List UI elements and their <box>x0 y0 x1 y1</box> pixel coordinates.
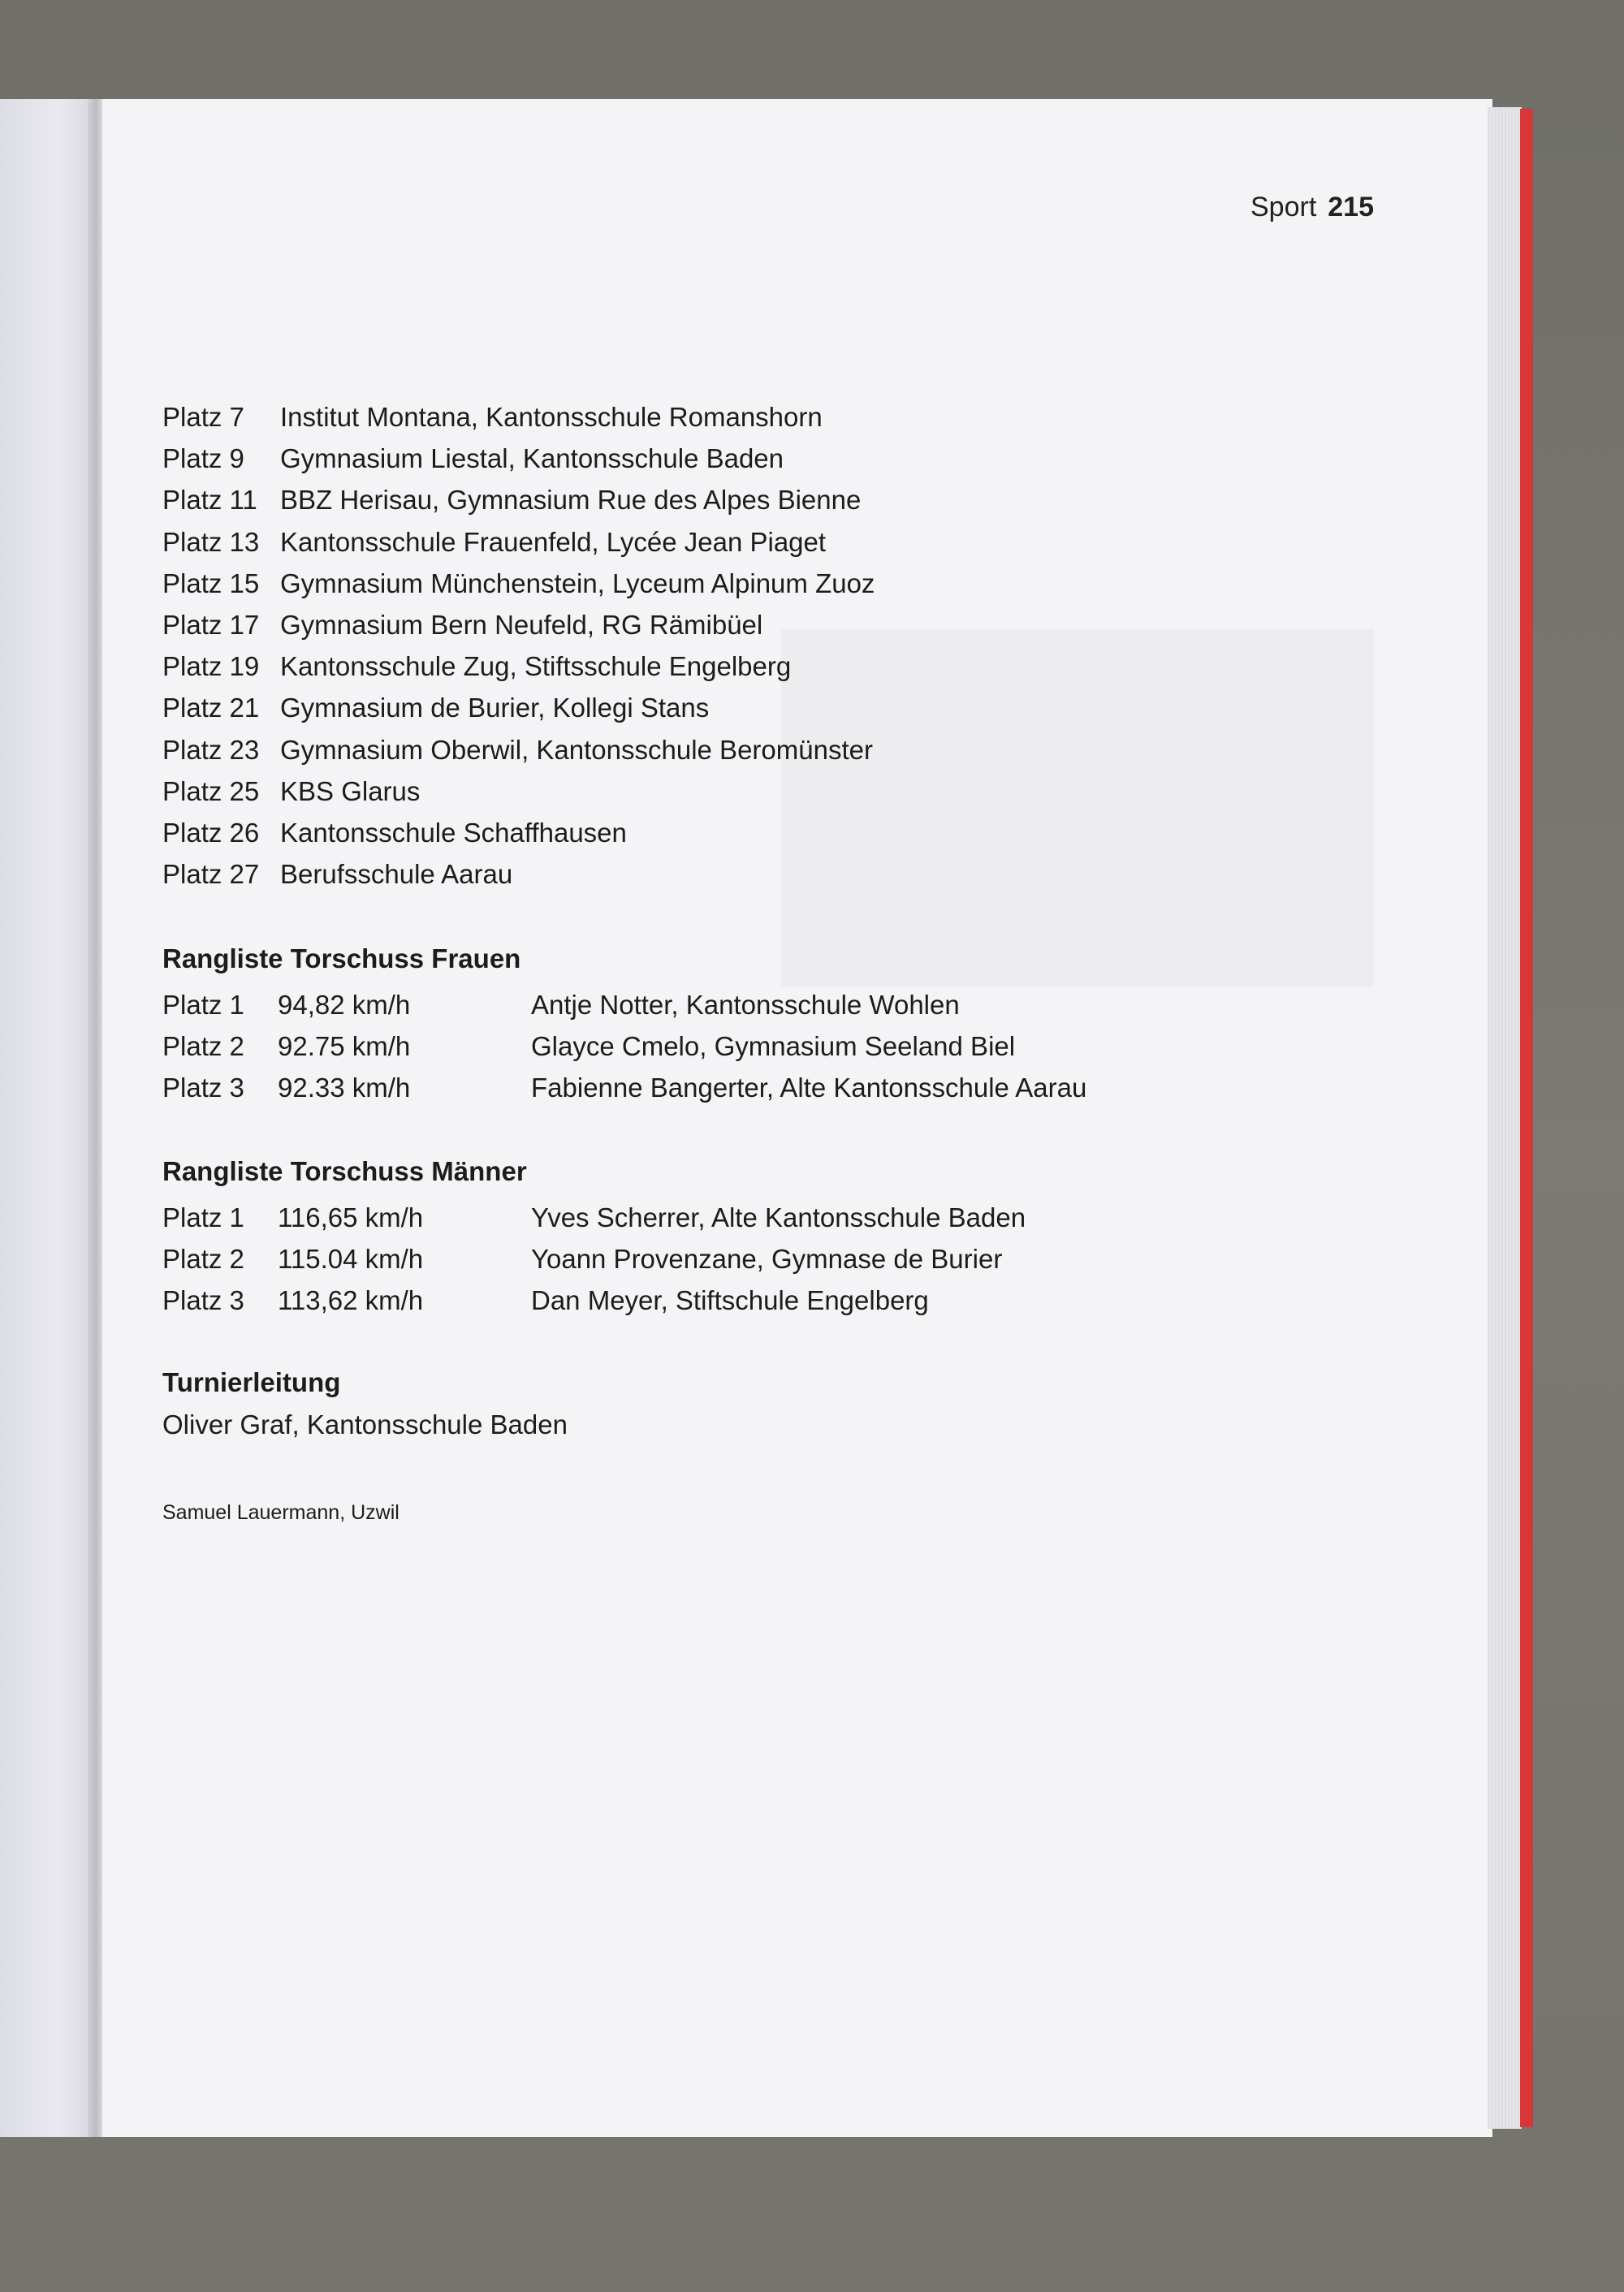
ranking-women-title: Rangliste Torschuss Frauen <box>162 943 521 973</box>
section-title: Sport <box>1250 192 1317 222</box>
list-item <box>162 853 875 895</box>
athlete-name: Fabienne Bangerter, Alte Kantonsschule Aarau <box>531 1073 1087 1103</box>
table-row <box>162 1067 1086 1108</box>
list-item <box>162 438 875 479</box>
place-label: Platz 17 <box>162 609 260 640</box>
place-label: Platz 23 <box>162 734 260 765</box>
table-row <box>162 1025 1086 1067</box>
athlete-name: Antje Notter, Kantonsschule Wohlen <box>531 990 960 1020</box>
place-label: Platz 15 <box>162 568 260 598</box>
tournament-lead-name: Oliver Graf, Kantonsschule Baden <box>162 1409 568 1440</box>
page-number: 215 <box>1328 192 1374 222</box>
place-label: Platz 19 <box>162 651 260 682</box>
list-item <box>162 645 875 687</box>
place-label: Platz 26 <box>162 817 260 848</box>
ranking-men-title: Rangliste Torschuss Männer <box>162 1156 527 1186</box>
list-item <box>162 604 875 645</box>
school-names: KBS Glarus <box>280 775 421 806</box>
school-names: Gymnasium Bern Neufeld, RG Rämibüel <box>280 609 763 640</box>
school-names: Gymnasium Liestal, Kantonsschule Baden <box>280 443 784 474</box>
school-names: Gymnasium Münchenstein, Lyceum Alpinum Zuoz <box>280 568 875 598</box>
shot-speed: 113,62 km/h <box>278 1285 424 1316</box>
place-label: Platz 2 <box>162 1244 244 1275</box>
school-names: Gymnasium de Burier, Kollegi Stans <box>280 693 710 723</box>
athlete-name: Glayce Cmelo, Gymnasium Seeland Biel <box>531 1031 1016 1062</box>
list-item <box>162 770 875 812</box>
place-label: Platz 27 <box>162 859 260 890</box>
shot-speed: 92.75 km/h <box>278 1031 411 1062</box>
page-stack-edge <box>1488 107 1522 2129</box>
athlete-name: Yoann Provenzane, Gymnase de Burier <box>531 1244 1003 1275</box>
school-names: Kantonsschule Schaffhausen <box>280 817 627 848</box>
school-names: Gymnasium Oberwil, Kantonsschule Beromünster <box>280 734 873 765</box>
place-label: Platz 7 <box>162 402 244 432</box>
shot-speed: 115.04 km/h <box>278 1244 424 1275</box>
list-item <box>162 687 875 728</box>
shot-speed: 116,65 km/h <box>278 1202 424 1232</box>
table-row <box>162 1280 1026 1321</box>
school-names: Kantonsschule Frauenfeld, Lycée Jean Piaget <box>280 526 827 557</box>
list-item <box>162 729 875 770</box>
school-names: Kantonsschule Zug, Stiftsschule Engelberg <box>280 651 792 682</box>
school-names: Institut Montana, Kantonsschule Romanshorn <box>280 402 823 432</box>
table-row <box>162 1197 1026 1238</box>
shot-speed: 92.33 km/h <box>278 1073 411 1103</box>
red-cover-edge <box>1520 109 1533 2127</box>
list-item <box>162 563 875 604</box>
place-label: Platz 21 <box>162 693 260 723</box>
table-row <box>162 984 1086 1025</box>
athlete-name: Dan Meyer, Stiftschule Engelberg <box>531 1285 929 1316</box>
ranking-men-list <box>162 1197 1026 1322</box>
list-item <box>162 479 875 520</box>
running-header <box>1250 192 1374 223</box>
shot-speed: 94,82 km/h <box>278 990 411 1020</box>
school-names: Berufsschule Aarau <box>280 859 513 890</box>
place-label: Platz 1 <box>162 1202 244 1232</box>
school-names: BBZ Herisau, Gymnasium Rue des Alpes Bienne <box>280 485 862 516</box>
ranking-women-list <box>162 984 1086 1109</box>
place-label: Platz 2 <box>162 1031 244 1062</box>
list-item <box>162 396 875 438</box>
place-label: Platz 11 <box>162 485 257 516</box>
place-label: Platz 1 <box>162 990 244 1020</box>
place-label: Platz 3 <box>162 1073 244 1103</box>
place-label: Platz 25 <box>162 775 260 806</box>
placement-list <box>162 396 875 895</box>
place-label: Platz 9 <box>162 443 244 474</box>
place-label: Platz 3 <box>162 1285 244 1316</box>
author-credit: Samuel Lauermann, Uzwil <box>162 1501 400 1524</box>
table-row <box>162 1238 1026 1280</box>
place-label: Platz 13 <box>162 526 260 557</box>
left-page-edge <box>0 99 97 2137</box>
list-item <box>162 521 875 563</box>
tournament-lead-title: Turnierleitung <box>162 1367 341 1397</box>
athlete-name: Yves Scherrer, Alte Kantonsschule Baden <box>531 1202 1026 1232</box>
list-item <box>162 812 875 853</box>
